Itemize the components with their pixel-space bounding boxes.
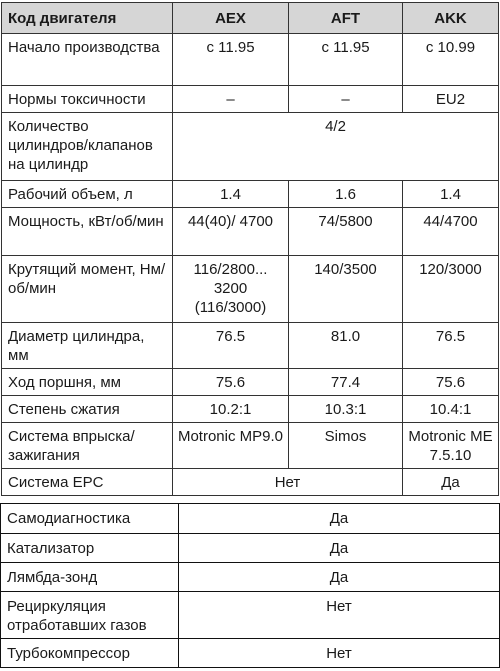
cell-aft: с 11.95 [289, 34, 403, 86]
cell-aex: с 11.95 [173, 34, 289, 86]
row-label: Крутящий момент, Нм/об/мин [2, 256, 173, 323]
table-row [2, 34, 499, 86]
table-row [2, 469, 499, 496]
cell-aft: Simos [289, 423, 403, 469]
row-label: Диаметр цилиндра, мм [2, 323, 173, 369]
cell-aex: Motronic MP9.0 [173, 423, 289, 469]
cell-aex: 75.6 [173, 369, 289, 396]
cell-akk: EU2 [403, 86, 499, 113]
cell-akk: с 10.99 [403, 34, 499, 86]
table-row [1, 639, 500, 668]
cell-aft: 81.0 [289, 323, 403, 369]
row-label: Система впрыска/зажигания [2, 423, 173, 469]
row-label: Катализатор [1, 534, 179, 563]
row-label: Рабочий объем, л [2, 181, 173, 208]
cell-aft: 74/5800 [289, 208, 403, 256]
table-row [1, 563, 500, 592]
cell-akk: Motronic ME 7.5.10 [403, 423, 499, 469]
row-label: Самодиагностика [1, 504, 179, 534]
row-value: Нет [179, 592, 500, 639]
row-label: Ход поршня, мм [2, 369, 173, 396]
row-label: Система EPC [2, 469, 173, 496]
table-row [2, 323, 499, 369]
column-header-aft: AFT [289, 3, 403, 34]
engine-spec-table [1, 2, 499, 496]
table-row [2, 369, 499, 396]
table-row [1, 534, 500, 563]
row-value: Нет [179, 639, 500, 668]
cell-akk: Да [403, 469, 499, 496]
cell-aex: 10.2:1 [173, 396, 289, 423]
table-row [2, 86, 499, 113]
cell-aex-aft: Нет [173, 469, 403, 496]
row-label: Мощность, кВт/об/мин [2, 208, 173, 256]
row-label: Количество цилиндров/клапанов на цилиндр [2, 113, 173, 181]
cell-akk: 44/4700 [403, 208, 499, 256]
table-row [2, 208, 499, 256]
cell-akk: 10.4:1 [403, 396, 499, 423]
row-label: Лямбда-зонд [1, 563, 179, 592]
table-row [2, 181, 499, 208]
cell-aex: 44(40)/ 4700 [173, 208, 289, 256]
cell-aex: 76.5 [173, 323, 289, 369]
cell-akk: 76.5 [403, 323, 499, 369]
table-row [1, 504, 500, 534]
cell-aft: 140/3500 [289, 256, 403, 323]
engine-features-table [0, 503, 500, 668]
table-row [2, 396, 499, 423]
row-label: Начало производства [2, 34, 173, 86]
row-label: Нормы токсичности [2, 86, 173, 113]
cell-aft: 1.6 [289, 181, 403, 208]
cell-aex: 1.4 [173, 181, 289, 208]
cell-aft: 77.4 [289, 369, 403, 396]
table-row [1, 592, 500, 639]
cell-akk: 75.6 [403, 369, 499, 396]
cell-akk: 1.4 [403, 181, 499, 208]
column-header-akk: AKK [403, 3, 499, 34]
row-value: Да [179, 534, 500, 563]
row-label: Рециркуляция отработавших газов [1, 592, 179, 639]
row-label: Степень сжатия [2, 396, 173, 423]
table-row [2, 256, 499, 323]
table-row [2, 423, 499, 469]
cell-aft: – [289, 86, 403, 113]
engine-code-header: Код двигателя [2, 3, 173, 34]
cell-aex: – [173, 86, 289, 113]
cell-all-engines: 4/2 [173, 113, 499, 181]
table-header-row [2, 3, 499, 34]
row-value: Да [179, 563, 500, 592]
row-value: Да [179, 504, 500, 534]
cell-akk: 120/3000 [403, 256, 499, 323]
column-header-aex: AEX [173, 3, 289, 34]
table-row [2, 113, 499, 181]
row-label: Турбокомпрессор [1, 639, 179, 668]
cell-aft: 10.3:1 [289, 396, 403, 423]
cell-aex: 116/2800... 3200 (116/3000) [173, 256, 289, 323]
